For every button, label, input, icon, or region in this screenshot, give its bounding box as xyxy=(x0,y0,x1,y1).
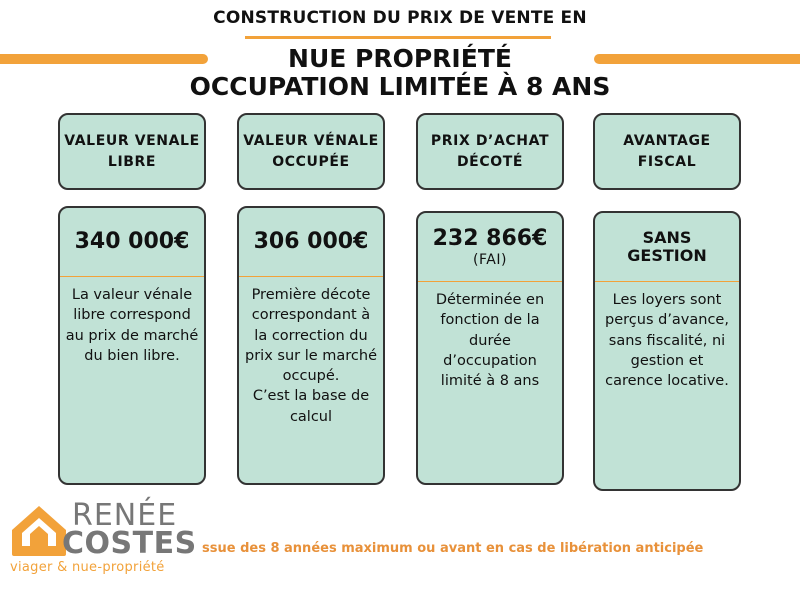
body-line: la correction du xyxy=(254,327,368,344)
logo-text-line2: COSTES xyxy=(62,526,197,561)
body-line: occupé. xyxy=(282,368,340,385)
logo-tagline: viager & nue-propriété xyxy=(10,560,165,575)
title-top: CONSTRUCTION DU PRIX DE VENTE EN xyxy=(213,8,587,28)
body-line: Les loyers sont xyxy=(612,292,722,308)
column-header-line1: PRIX D’ACHAT xyxy=(430,132,550,149)
amount-note: (FAI) xyxy=(473,252,507,268)
body-line: La valeur vénale xyxy=(71,287,193,303)
body-line: sans fiscalité, ni xyxy=(608,332,726,349)
card-head xyxy=(595,213,739,282)
title-underline xyxy=(245,36,551,39)
card-valeur-occupee xyxy=(237,206,385,485)
body-line: limité à 8 ans xyxy=(440,373,540,390)
card-head xyxy=(60,208,204,277)
amount: 232 866€ xyxy=(432,226,548,251)
column-header-line2: DÉCOTÉ xyxy=(456,153,524,170)
logo-text-line1: RENÉE xyxy=(72,498,178,533)
card-body xyxy=(595,282,739,391)
main-title xyxy=(0,45,800,101)
amount: 340 000€ xyxy=(74,229,190,254)
card-body xyxy=(60,277,204,366)
amount-line1: SANS xyxy=(642,228,692,247)
card-valeur-libre xyxy=(58,206,206,485)
column-header-line1: AVANTAGE xyxy=(623,132,711,149)
amount-line2: GESTION xyxy=(627,246,707,265)
house-icon xyxy=(10,504,68,558)
column-header-line2: LIBRE xyxy=(107,153,157,170)
column-header-valeur-occupee xyxy=(237,113,385,190)
column-header-line2: OCCUPÉE xyxy=(272,153,350,170)
column-header-prix-achat xyxy=(416,113,564,190)
main-title-line2: OCCUPATION LIMITÉE À 8 ANS xyxy=(189,72,611,101)
card-head xyxy=(239,208,383,277)
column-header-line1: VALEUR VENALE xyxy=(64,132,200,149)
body-line: Première décote xyxy=(251,287,371,303)
card-head xyxy=(418,213,562,282)
amount: 306 000€ xyxy=(253,229,369,254)
footnote: ssue des 8 années maximum ou avant en cas de libération anticipée xyxy=(202,541,704,556)
body-line: Déterminée en xyxy=(435,292,545,308)
body-line: gestion et xyxy=(630,352,704,369)
body-line: du bien libre. xyxy=(84,347,180,364)
column-header-line2: FISCAL xyxy=(637,153,697,170)
body-line: fonction de la xyxy=(440,312,540,329)
body-line: libre correspond xyxy=(73,307,191,324)
main-title-line1: NUE PROPRIÉTÉ xyxy=(288,44,512,73)
body-line: prix sur le marché xyxy=(245,347,377,364)
body-line: carence locative. xyxy=(605,373,729,390)
body-line: au prix de marché xyxy=(65,327,199,344)
body-line: durée xyxy=(469,332,511,349)
body-line: calcul xyxy=(289,408,333,425)
column-header-avantage-fiscal xyxy=(593,113,741,190)
column-header-line1: VALEUR VÉNALE xyxy=(243,132,379,149)
card-body xyxy=(418,282,562,391)
card-body xyxy=(239,277,383,427)
column-header-valeur-libre xyxy=(58,113,206,190)
body-line: C’est la base de xyxy=(252,388,370,405)
body-line: d’occupation xyxy=(443,352,537,369)
body-line: correspondant à xyxy=(251,307,371,324)
card-prix-achat xyxy=(416,211,564,485)
card-avantage-fiscal xyxy=(593,211,741,491)
body-line: perçus d’avance, xyxy=(605,312,729,329)
